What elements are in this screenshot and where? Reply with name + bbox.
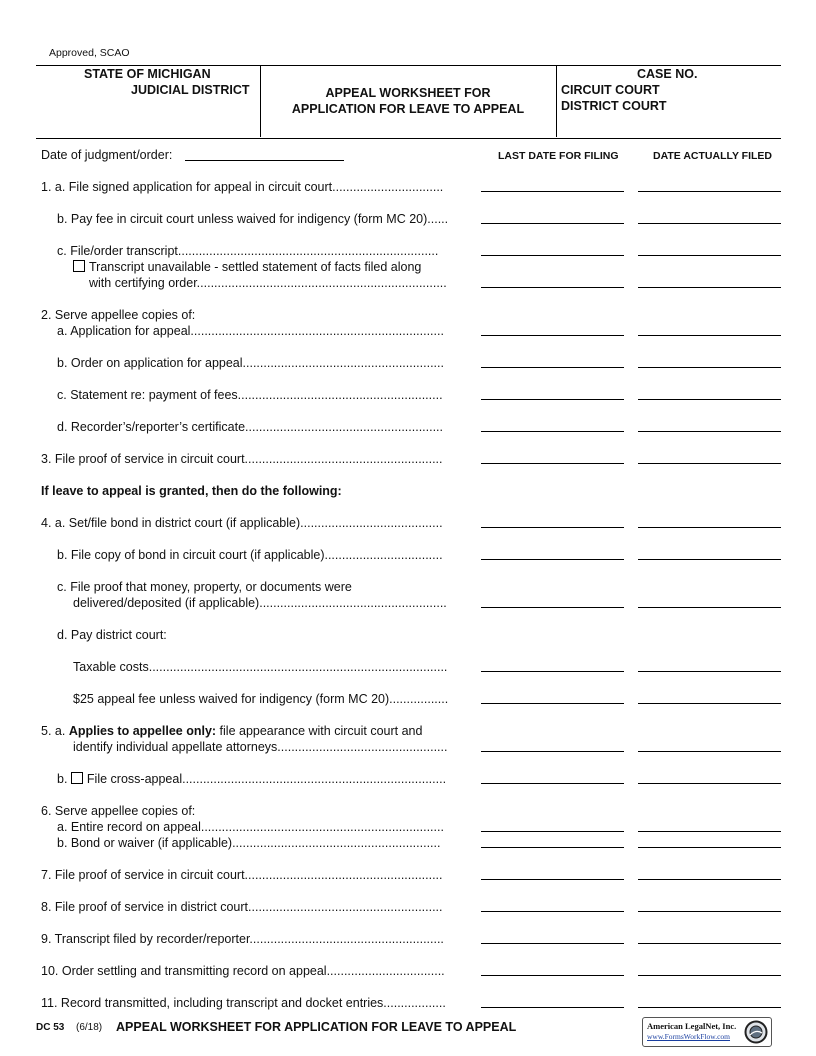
publisher-logo: [642, 1017, 772, 1047]
item-6a: a. Entire record on appeal......................................................................: [57, 820, 444, 834]
filed-date-input[interactable]: [638, 735, 785, 753]
item-2: 2. Serve appellee copies of:: [41, 308, 196, 322]
filed-date-input[interactable]: [638, 383, 785, 401]
state-label: STATE OF MICHIGAN: [84, 67, 211, 81]
item-1c: c. File/order transcript...........................................................................: [57, 244, 439, 258]
last-date-input[interactable]: [481, 735, 628, 753]
filed-date-input[interactable]: [638, 351, 785, 369]
last-date-input[interactable]: [481, 175, 628, 193]
circuit-court-label: CIRCUIT COURT: [561, 83, 660, 97]
item-5b: [57, 772, 446, 786]
item-11: 11. Record transmitted, including transcript and docket entries..................: [41, 996, 446, 1010]
filed-date-input[interactable]: [638, 767, 785, 785]
item-8: 8. File proof of service in district court........................................................: [41, 900, 443, 914]
judicial-district-label: JUDICIAL DISTRICT: [131, 83, 250, 97]
logo-url[interactable]: www.FormsWorkFlow.com: [647, 1032, 731, 1041]
filed-date-input[interactable]: [638, 447, 785, 465]
item-3: 3. File proof of service in circuit court.........................................................: [41, 452, 443, 466]
cross-appeal-checkbox[interactable]: [71, 772, 83, 784]
globe-icon: [744, 1020, 768, 1044]
last-date-input[interactable]: [481, 991, 628, 1009]
last-date-input[interactable]: [481, 927, 628, 945]
item-4d-taxable-costs: Taxable costs......................................................................................: [73, 660, 448, 674]
item-6b: b. Bond or waiver (if applicable)............................................................: [57, 836, 441, 850]
form-title-line2: APPLICATION FOR LEAVE TO APPEAL: [291, 102, 525, 116]
filed-date-input[interactable]: [638, 959, 785, 977]
granted-heading: If leave to appeal is granted, then do the following:: [41, 484, 342, 498]
item-4a: 4. a. Set/file bond in district court (if applicable).........................................: [41, 516, 443, 530]
filed-date-input[interactable]: [638, 591, 785, 609]
filed-date-input[interactable]: [638, 927, 785, 945]
item-4d: d. Pay district court:: [57, 628, 167, 642]
item-2b: b. Order on application for appeal..........................................................: [57, 356, 444, 370]
case-no-input[interactable]: [580, 113, 779, 131]
last-date-input[interactable]: [481, 831, 628, 849]
last-date-input[interactable]: [481, 543, 628, 561]
approval-text: Approved, SCAO: [49, 47, 130, 59]
item-1b: b. Pay fee in circuit court unless waived for indigency (form MC 20)......: [57, 212, 449, 226]
last-date-input[interactable]: [481, 415, 628, 433]
filed-date-input[interactable]: [638, 831, 785, 849]
item-5a-bold: Applies to appellee only:: [68, 724, 217, 738]
case-no-label: CASE NO.: [637, 67, 698, 81]
item-5b-label: File cross-appeal............................................................................: [86, 772, 447, 786]
item-4c-line1: c. File proof that money, property, or documents were: [57, 580, 352, 594]
last-date-input[interactable]: [481, 447, 628, 465]
header-divider-left: [260, 65, 261, 137]
form-revision: (6/18): [76, 1022, 103, 1033]
filed-date-input[interactable]: [638, 895, 785, 913]
filed-date-input[interactable]: [638, 175, 785, 193]
logo-name: American LegalNet, Inc.: [647, 1021, 737, 1031]
item-1c-option-line1: Transcript unavailable - settled statement of facts filed along: [89, 260, 422, 274]
filed-date-input[interactable]: [638, 863, 785, 881]
filed-date-input[interactable]: [638, 319, 785, 337]
judgment-date-input[interactable]: [185, 144, 348, 162]
item-5a-line2: identify individual appellate attorneys.................................................: [73, 740, 448, 754]
item-5a-prefix: 5. a.: [41, 724, 66, 738]
item-5b-prefix: b.: [57, 772, 68, 786]
filed-date-input[interactable]: [638, 207, 785, 225]
form-number: DC 53: [36, 1022, 65, 1033]
filed-date-input[interactable]: [638, 655, 785, 673]
date-filed-column-header: DATE ACTUALLY FILED: [653, 150, 773, 162]
footer-title: APPEAL WORKSHEET FOR APPLICATION FOR LEAVE TO APPEAL: [116, 1020, 517, 1034]
filed-date-input[interactable]: [638, 271, 785, 289]
last-date-input[interactable]: [481, 271, 628, 289]
filed-date-input[interactable]: [638, 511, 785, 529]
last-date-input[interactable]: [481, 207, 628, 225]
item-4c-line2: delivered/deposited (if applicable)......................................................: [73, 596, 447, 610]
last-date-input[interactable]: [481, 319, 628, 337]
item-2d: d. Recorder’s/reporter’s certificate.........................................................: [57, 420, 443, 434]
item-2a: a. Application for appeal.........................................................................: [57, 324, 444, 338]
district-court-label: DISTRICT COURT: [561, 99, 667, 113]
item-5a-line1: [41, 724, 422, 738]
last-date-input[interactable]: [481, 895, 628, 913]
last-date-input[interactable]: [481, 959, 628, 977]
last-date-input[interactable]: [481, 511, 628, 529]
last-date-input[interactable]: [481, 591, 628, 609]
form-title-line1: APPEAL WORKSHEET FOR: [325, 86, 491, 100]
item-4b: b. File copy of bond in circuit court (if applicable)..................................: [57, 548, 443, 562]
item-10: 10. Order settling and transmitting record on appeal..................................: [41, 964, 445, 978]
last-date-input[interactable]: [481, 767, 628, 785]
item-2c: c. Statement re: payment of fees...........................................................: [57, 388, 443, 402]
filed-date-input[interactable]: [638, 687, 785, 705]
header-divider-right: [556, 65, 557, 137]
last-date-input[interactable]: [481, 239, 628, 257]
last-date-input[interactable]: [481, 351, 628, 369]
last-date-input[interactable]: [481, 687, 628, 705]
item-6: 6. Serve appellee copies of:: [41, 804, 196, 818]
filed-date-input[interactable]: [638, 239, 785, 257]
judgment-date-label: Date of judgment/order:: [41, 148, 173, 162]
item-5a-rest: file appearance with circuit court and: [219, 724, 423, 738]
filed-date-input[interactable]: [638, 543, 785, 561]
last-date-input[interactable]: [481, 383, 628, 401]
filed-date-input[interactable]: [638, 415, 785, 433]
item-9: 9. Transcript filed by recorder/reporter........................................................: [41, 932, 444, 946]
last-date-input[interactable]: [481, 863, 628, 881]
last-date-column-header: LAST DATE FOR FILING: [498, 150, 619, 162]
item-1c-option: [73, 260, 421, 274]
item-1c-option-line2: with certifying order........................................................................: [89, 276, 447, 290]
item-1a: 1. a. File signed application for appeal in circuit court................................: [41, 180, 444, 194]
filed-date-input[interactable]: [638, 991, 785, 1009]
item-7: 7. File proof of service in circuit court.........................................................: [41, 868, 443, 882]
last-date-input[interactable]: [481, 655, 628, 673]
transcript-unavailable-checkbox[interactable]: [73, 260, 85, 272]
item-4d-appeal-fee: $25 appeal fee unless waived for indigency (form MC 20).................: [73, 692, 449, 706]
